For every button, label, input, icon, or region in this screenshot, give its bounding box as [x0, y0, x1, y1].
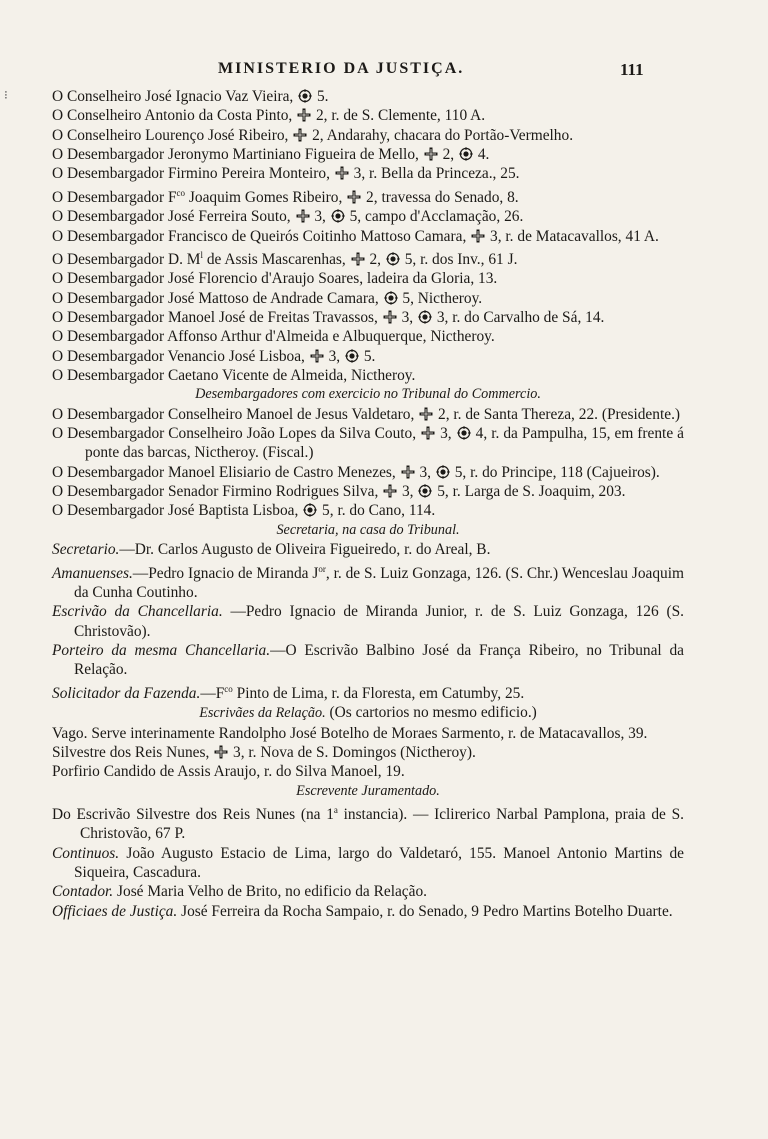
rose-order-icon	[345, 349, 359, 363]
rose-order-icon	[331, 209, 345, 223]
rose-order-icon	[418, 484, 432, 498]
cross-of-order-icon	[335, 166, 349, 180]
cross-of-order-icon	[419, 407, 433, 421]
escrivaes-porfirio: Porfirio Candido de Assis Araujo, r. do Silva Manoel, 19.	[52, 763, 405, 781]
commercio-entry-2: O Desembargador Manoel Elisiario de Castro Menezes, 3, 5, r. do Principe, 118 (Cajueiros).	[52, 463, 660, 481]
running-title: MINISTERIO DA JUSTIÇA.	[218, 60, 465, 77]
entry-3: O Desembargador Jeronymo Martiniano Figueira de Mello, 2, 4.	[52, 146, 490, 164]
cross-of-order-icon	[383, 310, 397, 324]
entry-7: O Desembargador Francisco de Queirós Coitinho Mattoso Camara, 3, r. de Matacavallos, 41 A.	[52, 227, 659, 245]
secretaria-entry-1: Amanuenses.—Pedro Ignacio de Miranda $J^{or}$, r. de S. Luiz Gonzaga, 126. (S. Chr.) Wenceslau Joaquim da Cunha Coutinho.	[52, 563, 685, 601]
section-heading-escrevente: Escrevente Juramentado.	[296, 782, 440, 799]
secretaria-entry-0: Secretario.—Dr. Carlos Augusto de Oliveira Figueiredo, r. do Areal, B.	[52, 541, 491, 559]
cross-of-order-icon	[471, 229, 485, 243]
commercio-entry-0: O Desembargador Conselheiro Manoel de Jesus Valdetaro, 2, r. de Santa Thereza, 22. (Presidente.)	[52, 405, 681, 423]
entry-1: O Conselheiro Antonio da Costa Pinto, 2, r. de S. Clemente, 110 A.	[52, 107, 486, 125]
escrevente-entry: Do Escrivão Silvestre dos Reis Nunes (na 1$^a$ instancia). — Iclirerico Narbal Pamplona, praia de S. Christovão, 67 P.	[52, 804, 684, 843]
escrivaes-silvestre: Silvestre dos Reis Nunes, 3, r. Nova de S. Domingos (Nictheroy).	[52, 743, 476, 761]
rose-order-icon	[457, 426, 471, 440]
entry-14: O Desembargador Caetano Vicente de Almeida, Nictheroy.	[52, 367, 416, 385]
cross-of-order-icon	[347, 190, 361, 204]
contador-entry: Contador. José Maria Velho de Brito, no edificio da Relação.	[52, 883, 428, 901]
rose-order-icon	[384, 291, 398, 305]
document-body	[52, 87, 684, 921]
rose-order-icon	[298, 89, 312, 103]
entry-6: O Desembargador José Ferreira Souto, 3, 5, campo d'Acclamação, 26.	[52, 208, 524, 226]
escrivaes-vago: Vago. Serve interinamente Randolpho José Botelho de Moraes Sarmento, r. de Matacavallos, 39.	[52, 724, 648, 742]
entry-0: O Conselheiro José Ignacio Vaz Vieira, 5.	[52, 88, 329, 105]
cross-of-order-icon	[401, 465, 415, 479]
section-heading-escrivaes: Escrivães da Relação. (Os cartorios no mesmo edificio.)	[199, 704, 537, 722]
page-header	[0, 60, 768, 82]
margin-mark: ⁝	[4, 88, 8, 102]
cross-of-order-icon	[421, 426, 435, 440]
rose-order-icon	[386, 252, 400, 266]
entry-8: O Desembargador D. $M^l$ de Assis Mascarenhas, 2, 5, r. dos Inv., 61 J.	[52, 249, 518, 268]
entry-11: O Desembargador Manoel José de Freitas Travassos, 3, 3, r. do Carvalho de Sá, 14.	[52, 309, 605, 327]
officiaes-entry: Officiaes de Justiça. José Ferreira da Rocha Sampaio, r. do Senado, 9 Pedro Martins Botelho Duarte.	[52, 902, 673, 920]
section-heading-commercio: Desembargadores com exercicio no Tribunal do Commercio.	[195, 386, 541, 403]
cross-of-order-icon	[297, 108, 311, 122]
entry-4: O Desembargador Firmino Pereira Monteiro, 3, r. Bella da Princeza., 25.	[52, 165, 520, 183]
commercio-entry-3: O Desembargador Senador Firmino Rodrigues Silva, 3, 5, r. Larga de S. Joaquim, 203.	[52, 483, 626, 501]
commercio-entry-4: O Desembargador José Baptista Lisboa, 5, r. do Cano, 114.	[52, 502, 436, 520]
cross-of-order-icon	[214, 745, 228, 759]
secretaria-entry-2: Escrivão da Chancellaria. —Pedro Ignacio de Miranda Junior, r. de S. Luiz Gonzaga, 126 (S. Christovão).	[52, 603, 684, 640]
page-number: 111	[620, 60, 644, 79]
cross-of-order-icon	[424, 147, 438, 161]
rose-order-icon	[303, 503, 317, 517]
section-heading-secretaria: Secretaria, na casa do Tribunal.	[276, 521, 460, 538]
commercio-entry-1: O Desembargador Conselheiro João Lopes da Silva Couto, 3, 4, r. da Pampulha, 15, em frente á ponte das barcas, Nictheroy. (Fiscal.)	[52, 425, 684, 462]
entry-10: O Desembargador José Mattoso de Andrade Camara, 5, Nictheroy.	[52, 289, 483, 307]
cross-of-order-icon	[351, 252, 365, 266]
secretaria-entry-4: Solicitador da $Fazenda.—F^{co}$ Pinto de Lima, r. da Floresta, em Catumby, 25.	[52, 683, 525, 702]
continuos-entry: Continuos. João Augusto Estacio de Lima, largo do Valdetaró, 155. Manoel Antonio Martins de Siqueira, Cascadura.	[52, 844, 684, 882]
entry-12: O Desembargador Affonso Arthur d'Almeida e Albuquerque, Nictheroy.	[52, 328, 495, 346]
entry-13: O Desembargador Venancio José Lisboa, 3, 5.	[52, 347, 376, 365]
entry-5: O Desembargador $F^{co}$ Joaquim Gomes Ribeiro, 2, travessa do Senado, 8.	[52, 187, 519, 206]
secretaria-entry-3: Porteiro da mesma Chancellaria.—O Escrivão Balbino José da França Ribeiro, no Tribunal da Relação.	[52, 642, 684, 679]
cross-of-order-icon	[383, 484, 397, 498]
entry-2: O Conselheiro Lourenço José Ribeiro, 2, Andarahy, chacara do Portão-Vermelho.	[52, 126, 574, 144]
rose-order-icon	[459, 147, 473, 161]
cross-of-order-icon	[310, 349, 324, 363]
cross-of-order-icon	[293, 128, 307, 142]
cross-of-order-icon	[296, 209, 310, 223]
rose-order-icon	[436, 465, 450, 479]
entry-9: O Desembargador José Florencio d'Araujo Soares, ladeira da Gloria, 13.	[52, 270, 498, 288]
rose-order-icon	[418, 310, 432, 324]
